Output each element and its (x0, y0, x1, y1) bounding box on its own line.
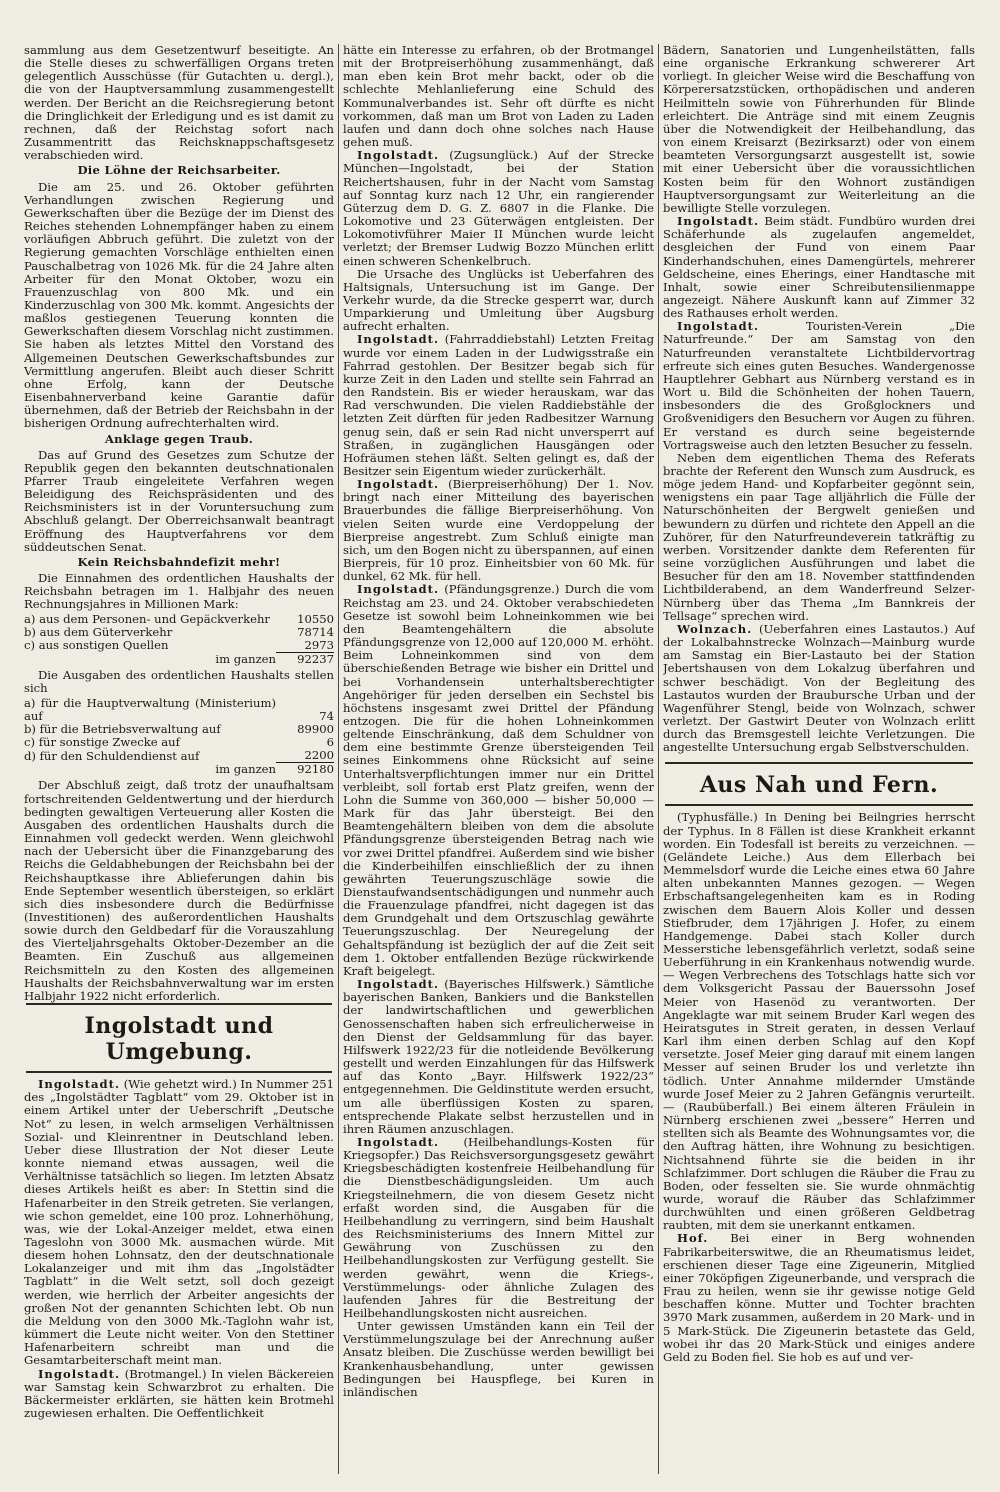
table-total-label: im ganzen (215, 762, 276, 777)
table-total-row (24, 763, 334, 777)
news-text: (Fahrraddiebstahl) Letzten Freitag wurde vor einem Laden in der Ludwigsstraße ein Fahrrad gestohlen. Der Besitzer begab sich für kurze Zeit in den Laden und stellte sein Fahrrad an den Randstein. Bis er wieder herauskam, war das Rad verschwunden. Die vielen Raddiebstähle der letzten Zeit dürften für jeden Radbesitzer Warnung genug sein, daß er sein Rad nicht unversperrt auf Straßen, in zugänglichen Hausgängen oder Hofräumen stehen läßt. Selten gelingt es, daß der Besitzer sein Eigentum wieder zurückerhält. (343, 332, 654, 478)
news-item (343, 333, 654, 478)
table-value: 78714 (297, 624, 334, 639)
news-item (343, 1136, 654, 1320)
dateline: Ingolstadt. (38, 1366, 120, 1381)
dateline: Ingolstadt. (357, 148, 439, 163)
news-text: (Wie gehetzt wird.) In Nummer 251 des „Ingolstädter Tagblatt“ vom 29. Oktober ist in einem Artikel unter der Ueberschrift „Deutsche Not“ zu lesen, in welch armseligen Verhältnissen Sozial- und Kleinrentner in Deutschland leben. Ueber diese Illustration der Not dieser Leute konnte niemand etwas aussagen, weil die Verhältnisse tatsächlich so liegen. Im letzten Absatz dieses Artikels heißt es aber: In Stettin sind die Hafenarbeiter in den Streik getreten. Sie verlangen, wie schon gemeldet, eine 100 proz. Lohnerhöhung, was, wie der Lokal-Anzeiger meldet, etwa einen Tageslohn von 3000 Mk. ausmachen würde. Mit diesem hohen Lohnsatz, den der deutschnationale Lokalanzeiger und mit ihm das „Ingolstädter Tagblatt“ in die Welt setzt, soll doch gezeigt werden, wie herrlich der Arbeiter angesichts der großen Not der genannten Schichten lebt. Ob nun die Meldung von den 3000 Mk.-Taglohn wahr ist, kümmert die Leute nicht weiter. Von den Stettiner Hafenarbeitern schreibt man und die Gesamtarbeiterschaft meint man. (24, 1077, 334, 1368)
news-item (343, 149, 654, 267)
table-label: b) für die Betriebsverwaltung auf (24, 721, 221, 736)
article-paragraph: Die Ausgaben des ordentlichen Haushalts stellen sich (24, 668, 334, 696)
article-paragraph: hätte ein Interesse zu erfahren, ob der Brotmangel mit der Brotpreiserhöhung zusammenhängt, daß man eben kein Brot mehr backt, oder ob die schlechte Mehlanlieferung eine Schuld des Kommunalverbandes ist. Sehr oft dürfte es nicht vorkommen, daß man um Brot von Laden zu Laden laufen und dann doch ohne solches nach Hause gehen muß. (343, 44, 654, 150)
dateline: Ingolstadt. (357, 477, 439, 492)
table-row (24, 626, 334, 639)
article-headline: Die Löhne der Reichsarbeiter. (77, 163, 281, 178)
table-total-row (24, 653, 334, 667)
news-item (343, 978, 654, 1136)
news-text: Touristen-Verein „Die Naturfreunde.“ Der am Samstag von den Naturfreunden veranstaltete Lichtbildervortrag erfreute sich eines guten Besuches. Wandergenosse Hauptlehrer Gebhart aus Nürnberg verstand es in Wort u. Bild die Schönheiten der hohen Tauern, insbesonders die des Großglockners und Großvenidigers den Besuchern vor Augen zu führen. Er verstand es durch seine begeisternde Vortragsweise auch den letzten Besucher zu fesseln. (663, 319, 975, 452)
table-label: b) aus dem Güterverkehr (24, 624, 173, 639)
article-headline: Anklage gegen Traub. (104, 431, 254, 446)
news-text: (Bierpreiserhöhung) Der 1. Nov. bringt nach einer Mitteilung des bayerischen Brauerbundes die fällige Bierpreiserhöhung. Von vielen Seiten wurde eine Verdoppelung der Bierpreise angestrebt. Zum Schluß einigte man sich, um den Bogen nicht zu überspannen, auf einen Bierpreis, für 10 proz. Einheitsbier von 60 Mk. für dunkel, 62 Mk. für hell. (343, 477, 654, 584)
news-text: (Bayerisches Hilfswerk.) Sämtliche bayerischen Banken, Bankiers und die Bankstellen der landwirtschaftlichen und gewerblichen Genossenschaften haben sich erfreulicherweise in den Dienst der Geldsammlung für das bayer. Hilfswerk 1922/23 für die notleidende Bevölkerung gestellt und werden Einzahlungen für das Hilfswerk auf das Konto „Bayr. Hilfswerk 1922/23“ entgegennehmen. Die Geldinstitute werden ersucht, um alle überflüssigen Kosten zu sparen, entsprechende Plakate selbst herzustellen und in ihren Räumen anzuschlagen. (343, 977, 654, 1136)
column-3 (663, 44, 975, 1364)
news-text: (Ueberfahren eines Lastautos.) Auf der Lokalbahnstrecke Wolnzach—Mainburg wurde am Samstag ein Bier-Lastauto bei der Station Jebertshausen von dem Lokalzug überfahren und schwer beschädigt. Von der Begleitung des Lastautos wurden der Braubursche Urban und der Wagenführer Stengl, beide von Wolnzach, schwer verletzt. Der Gastwirt Deuter von Wolnzach erlitt durch das Bremsgestell leichte Verletzungen. Die angestellte Untersuchung ergab Selbstverschulden. (663, 621, 975, 755)
article-paragraph: Die am 25. und 26. Oktober geführten Verhandlungen zwischen Regierung und Gewerkschaften über die Bezüge der im Dienst des Reiches stehenden Lohnempfänger haben zu einem vorläufigen Abbruch geführt. Die zuletzt von der Regierung gemachten Vorschläge enthielten einen Pauschalbetrag von 1026 Mk. für die 24 Jahre alten Arbeiter für den Monat Oktober, wozu ein Frauenzuschlag von 800 Mk. und ein Kinderzuschlag von 300 Mk. kommt. Angesichts der maßlos gestiegenen Teuerung konnten die Gewerkschaften diesem Vorschlag nicht zustimmen. Sie haben als letztes Mittel den Vorstand des Allgemeinen Deutschen Gewerkschaftsbundes zur Vermittlung angerufen. Bleibt auch dieser Schritt ohne Erfolg, kann der Deutsche Eisenbahnerverband keine Garantie dafür übernehmen, daß der Betrieb der Reichsbahn in der bisherigen Ordnung aufrechterhalten wird. (24, 179, 334, 431)
news-item (24, 1078, 334, 1367)
news-text: (Zugsunglück.) Auf der Strecke München—Ingolstadt, bei der Station Reichertshausen, fuhr in der Nacht vom Samstag auf Sonntag kurz nach 12 Uhr, ein rangierender Güterzug dem D. G. Z. 6807 in die Flanke. Die Lokomotive und 23 Güterwägen entgleisten. Der Lokomotivführer Maier II München wurde leicht verletzt; der Bremser Ludwig Bozzo München erlitt einen schweren Schenkelbruch. (343, 148, 654, 268)
article-paragraph: Die Einnahmen des ordentlichen Haushalts der Reichsbahn betragen im 1. Halbjahr des neuen Rechnungsjahres in Millionen Mark: (24, 571, 334, 612)
table-label: d) für den Schuldendienst auf (24, 748, 200, 763)
dateline: Wolnzach. (677, 621, 753, 636)
news-item (24, 1368, 334, 1421)
news-text: (Pfändungsgrenze.) Durch die vom Reichstag am 23. und 24. Oktober verabschiedeten Gesetze ist sowohl beim Lohneinkommen wie bei den Beamtengehältern die absolute Pfändungsgrenze von 12,000 auf 120,000 M. erhöht. Beim Lohneinkommen sind von dem überschießenden Betrage wie bisher ein Drittel und bei Vorhandensein unterhaltsberechtigter Angehöriger für jeden derselben ein Sechstel bis höchstens insgesamt zwei Drittel der Pfändung entzogen. Die für die hohen Lohneinkommen geltende Einschränkung, daß dem Schuldner von dem eine bestimmte Grenze übersteigenden Teil seines Einkommens ohne Rücksicht auf seine Unterhaltsverpflichtungen immer nur ein Drittel verbleibt, soll fortab erst Platz greifen, wenn der Lohn die Summe von 360,000 — bisher 50,000 — Mark für das Jahr übersteigt. Bei den Beamtengehältern bleiben von dem die absolute Pfändungsgrenze übersteigenden Betrag nach wie vor zwei Drittel pfandfrei. Außerdem sind wie bisher die Kinderbeihilfen einschließlich der zu ihnen gewährten Teuerungszuschläge sowie die Dienstaufwandsentschädigungen und nunmehr auch die Frauenzulage pfandfrei, nicht dagegen ist das dem Grundgehalt und dem Ortszuschlag gewährte Teuerungszuschlag. Der Neuregelung der Gehaltspfändung ist bezüglich der auf die Zeit seit dem 1. Oktober entfallenden Bezüge rückwirkende Kraft beigelegt. (343, 582, 654, 978)
column-2 (343, 44, 654, 1399)
news-text: Beim städt. Fundbüro wurden drei Schäferhunde als zugelaufen angemeldet, desgleichen der Fund von einem Paar Kinderhandschuhen, eines Damengürtels, mehrerer Geldscheine, eines Eherings, einer Handtasche mit Inhalt, sowie einer Schreibutensilienmappe angezeigt. Nähere Auskunft kann auf Zimmer 32 des Rathauses erholt werden. (663, 214, 975, 321)
dateline: Ingolstadt. (677, 214, 759, 229)
table-row (24, 749, 334, 763)
table-value: 2973 (276, 639, 334, 653)
article-paragraph: (Typhusfälle.) In Dening bei Beilngries herrscht der Typhus. In 8 Fällen ist diese Krankheit erkannt worden. Ein Todesfall ist bereits zu verzeichnen. — (Geländete Leiche.) Aus dem Ellerbach bei Memmelsdorf wurde die Leiche eines etwa 60 Jahre alten unbekannten Mannes gezogen. — Wegen Erbschaftsangelegenheiten kam es in Roding zwischen dem Bauern Alois Koller und dessen Stiefbruder, dem 17jährigen J. Hofer, zu einem Handgemenge. Dabei stach Koller durch Messerstiche lebensgefährlich verletzt, sodaß seine Ueberführung in ein Krankenhaus notwendig wurde. — Wegen Verbrechens des Totschlags hatte sich vor dem Volksgericht Passau der Bauerssohn Josef Meier von Hasenöd zu verantworten. Der Angeklagte war mit seinem Bruder Karl wegen des Heiratsgutes in Streit geraten, in dessen Verlauf Karl ihm einen derben Schlag auf den Kopf versetzte. Josef Meier ging darauf mit einem langen Messer auf seinen Bruder los und verletzte ihn tödlich. Unter Annahme mildernder Umstände wurde Josef Meier zu 2 Jahren Gefängnis verurteilt. — (Raubüberfall.) Bei einem älteren Fräulein in Nürnberg erschienen zwei „bessere“ Herren und stellten sich als Beamte des Wohnungsamtes vor, die den Auftrag hätten, ihre Wohnung zu besichtigen. Nichtsahnend führte sie die beiden in ihr Schlafzimmer. Dort schlugen die Räuber die Frau zu Boden, oder fesselten sie. Sie wurde ohnmächtig wurde, worauf die Räuber das Schlafzimmer durchwühlten und einen größeren Geldbetrag raubten, mit dem sie unerkannt entkamen. (663, 810, 975, 1233)
news-item (343, 478, 654, 583)
column-rule (658, 44, 659, 1474)
news-text: (Heilbehandlungs-Kosten für Kriegsopfer.) Das Reichsversorgungsgesetz gewährt Kriegsbeschädigten kostenfreie Heilbehandlung für die Dienstbeschädigungsleiden. Um auch Kriegsteilnehmern, die von diesem Gesetz nicht erfaßt worden sind, die Ausgaben für die Heilbehandlung zu verringern, sind beim Haushalt des Reichsministeriums des Innern Mittel zur Gewährung von Zuschüssen zu den Heilbehandlungskosten zur Verfügung gestellt. Sie werden gewährt, wenn die Kriegs-, Verstümmelungs- oder ähnliche Zulagen des laufenden Jahres für die Bestreitung der Heilbehandlungskosten nicht ausreichen. (343, 1134, 654, 1320)
table-label: a) aus dem Personen- und Gepäckverkehr (24, 611, 270, 626)
section-rule (665, 762, 973, 764)
section-rule (665, 804, 973, 806)
article-paragraph: Unter gewissen Umständen kann ein Teil der Verstümmelungszulage bei der Anrechnung außer Ansatz bleiben. Die Zuschüsse werden bewilligt bei Krankenhausbehandlung, unter gewissen Bedingungen bei Hauspflege, bei Kuren in inländischen (343, 1319, 654, 1399)
article-headline: Kein Reichsbahndefizit mehr! (77, 554, 281, 569)
table-total-value: 92180 (297, 762, 334, 777)
dateline: Ingolstadt. (357, 1134, 439, 1149)
table-value: 74 (319, 708, 334, 723)
table-label: c) für sonstige Zwecke auf (24, 734, 180, 749)
section-rule (26, 1071, 332, 1073)
article-paragraph: sammlung aus dem Gesetzentwurf beseitigte. An die Stelle dieses zu schwerfälligen Organs treten gelegentlich Ausschüsse (für Gutachten u. dergl.), die von der Hauptversammlung zusammengestellt werden. Der Bericht an die Reichsregierung betont die Dringlichkeit der Erledigung und es ist damit zu rechnen, daß der Reichstag sofort nach Zusammentritt das Reichsknappschaftsgesetz verabschieden wird. (24, 44, 334, 163)
table-label: c) aus sonstigen Quellen (24, 638, 169, 653)
news-item (343, 583, 654, 978)
section-title: Ingolstadt und Umgebung. (84, 1013, 274, 1066)
article-paragraph: Bädern, Sanatorien und Lungenheilstätten, falls eine organische Erkrankung schwererer Art vorliegt. In gleicher Weise wird die Beschaffung von Körperersatzstücken, orthopädischen und anderen Heilmitteln sowie von Führerhunden für Blinde erleichtert. Die Anträge sind mit einem Zeugnis über die Notwendigkeit der Heilbehandlung, das von einem Kreisarzt (Bezirksarzt) oder von einem beamteten Versorgungsarzt ausgestellt ist, sowie mit einer Uebersicht über die voraussichtlichen Kosten beim für den Wohnort zuständigen Hauptversorgungsamt zur Weiterleitung an die bewilligte Stelle vorzulegen. (663, 44, 975, 215)
article-paragraph: Der Abschluß zeigt, daß trotz der unaufhaltsam fortschreitenden Geldentwertung und der hierdurch bedingten gewaltigen Verteuerung aller Kosten die Ausgaben des ordentlichen Haushalts durch die Einnahmen voll gedeckt werden. Wenn gleichwohl nach der Uebersicht über die Finanzgebarung des Reichs die Geldabhebungen der Reichsbahn bei der Reichshauptkasse ihre Ablieferungen dahin bis Ende September wesentlich übersteigen, so erklärt sich dies insbesondere durch die Bedürfnisse (Investitionen) des außerordentlichen Haushalts sowie durch den Geldbedarf für die Vorauszahlung des Vierteljahrsgehalts Oktober-Dezember an die Beamten. Ein Zuschuß aus allgemeinen Reichsmitteln zu den Kosten des allgemeinen Haushalts der Reichsbahnverwaltung war im ersten Halbjahr 1922 nicht erforderlich. (24, 778, 334, 1003)
expense-table (24, 697, 334, 777)
table-value: 89900 (297, 721, 334, 736)
table-row (24, 639, 334, 653)
table-value: 6 (326, 734, 334, 749)
article-paragraph: Die Ursache des Unglücks ist Ueberfahren des Haltsignals, Untersuchung ist im Gange. Der Verkehr wurde, da die Strecke gesperrt war, durch Umparkierung und Umleitung über Augsburg aufrecht erhalten. (343, 266, 654, 334)
table-row (24, 723, 334, 736)
dateline: Ingolstadt. (677, 319, 759, 334)
news-item (663, 320, 975, 452)
dateline: Ingolstadt. (357, 977, 439, 992)
article-paragraph: Das auf Grund des Gesetzes zum Schutze der Republik gegen den bekannten deutschnationalen Pfarrer Traub eingeleitete Verfahren wegen Beleidigung des Reichspräsidenten und des Reichsministers ist in der Voruntersuchung zum Abschluß gelangt. Der Oberreichsanwalt beantragt Eröffnung des Hauptverfahrens vor dem süddeutschen Senat. (24, 447, 334, 554)
section-rule (26, 1003, 332, 1005)
dateline: Hof. (677, 1231, 709, 1246)
table-value: 10550 (297, 611, 334, 626)
table-label: a) für die Hauptverwaltung (Ministerium) auf (24, 695, 276, 723)
table-value: 2200 (276, 749, 334, 763)
column-1 (24, 44, 334, 1420)
article-paragraph: Neben dem eigentlichen Thema des Referats brachte der Referent den Wunsch zum Ausdruck, es möge jedem Hand- und Kopfarbeiter gegönnt sein, wenigstens ein paar Tage alljährlich die Fülle der Naturschönheiten der Bergwelt genießen und bewundern zu dürfen und richtete den Appell an die Zuhörer, für den Naturfreundeverein tatkräftig zu werben. Vorsitzender dankte dem Referenten für seine vorzüglichen Ausführungen und labet die Besucher für den am 18. November stattfindenden Lichtbilderabend, an dem Wanderfreund Selzer-Nürnberg über das Thema „Im Bannkreis der Tellsage“ sprechen wird. (663, 450, 975, 623)
news-item (663, 623, 975, 755)
news-text: Bei einer in Berg wohnenden Fabrikarbeiterswitwe, die an Rheumatismus leidet, erschienen dieser Tage eine Zigeunerin, Mitglied einer 70köpfigen Zigeunerbande, und versprach die Frau zu heilen, wenn sie ihr gewisse notige Geld beschaffen könne. Mutter und Tochter brachten 3970 Mark zusammen, außerdem in 20 Mark- und in 5 Mark-Stück. Die Zigeunerin betastete das Geld, wobei ihr das 20 Mark-Stück und einiges andere Geld zu Boden fiel. Sie hob es auf und ver- (663, 1231, 975, 1364)
news-text: (Brotmangel.) In vielen Bäckereien war Samstag kein Schwarzbrot zu erhalten. Die Bäckermeister erklärten, sie hätten kein Brotmehl zugewiesen erhalten. Die Oeffentlichkeit (24, 1366, 334, 1420)
column-rule (338, 44, 339, 1474)
table-row (24, 613, 334, 626)
table-total-value: 92237 (297, 652, 334, 667)
section-title: Aus Nah und Fern. (699, 772, 939, 799)
dateline: Ingolstadt. (38, 1077, 120, 1092)
news-item (663, 1232, 975, 1364)
table-row (24, 697, 334, 723)
table-row (24, 736, 334, 749)
news-item (663, 215, 975, 320)
table-total-label: im ganzen (215, 652, 276, 667)
dateline: Ingolstadt. (357, 582, 439, 597)
income-table (24, 613, 334, 667)
dateline: Ingolstadt. (357, 332, 439, 347)
